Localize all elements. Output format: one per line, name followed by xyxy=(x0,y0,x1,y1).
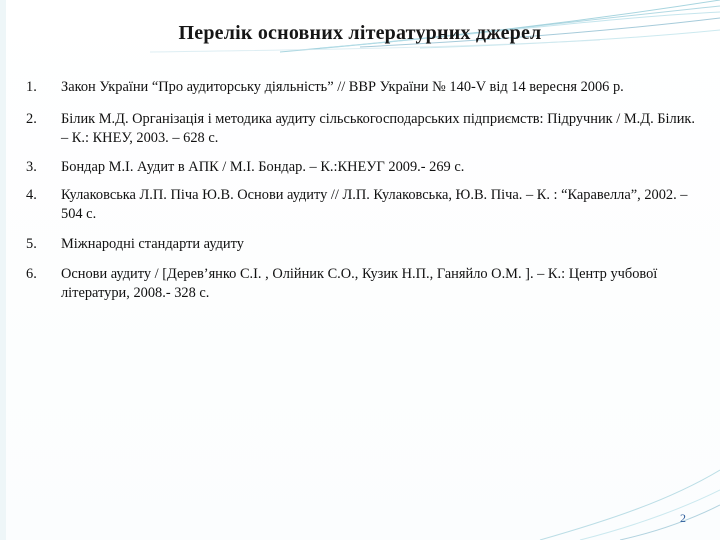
list-item-number: 3. xyxy=(26,159,37,175)
list-item-number: 1. xyxy=(26,79,37,95)
list-item-text: Закон України “Про аудиторську діяльність” // ВВР України № 140-V від 14 вересня 2006 р. xyxy=(61,79,624,95)
list-item-number: 4. xyxy=(26,187,37,203)
list-item-text: Кулаковська Л.П. Піча Ю.В. Основи аудиту // Л.П. Кулаковська, Ю.В. Піча. – К. : “Каравелла”, 2002. – 504 с. xyxy=(61,187,688,222)
list-item-text: Бондар М.І. Аудит в АПК / М.І. Бондар. – К.:КНЕУГ 2009.- 269 с. xyxy=(61,159,465,175)
list-item-text: Основи аудиту / [Дерев’янко С.І. , Олійник С.О., Кузик Н.П., Ганяйло О.М. ]. – К.: Центр учбової літератури, 2008.- 328 с. xyxy=(61,266,658,301)
list-item-number: 5. xyxy=(26,236,37,252)
page-number: 2 xyxy=(680,511,686,525)
list-item-number: 2. xyxy=(26,111,37,127)
list-item-text: Білик М.Д. Організація і методика аудиту сільськогосподарських підприємств: Підручник / М.Д. Білик. – К.: КНЕУ, 2003. – 628 с. xyxy=(61,111,696,146)
list-item-number: 6. xyxy=(26,266,37,282)
page-title: Перелік основних літературних джерел xyxy=(178,22,542,44)
list-item-text: Міжнародні стандарти аудиту xyxy=(61,236,244,252)
